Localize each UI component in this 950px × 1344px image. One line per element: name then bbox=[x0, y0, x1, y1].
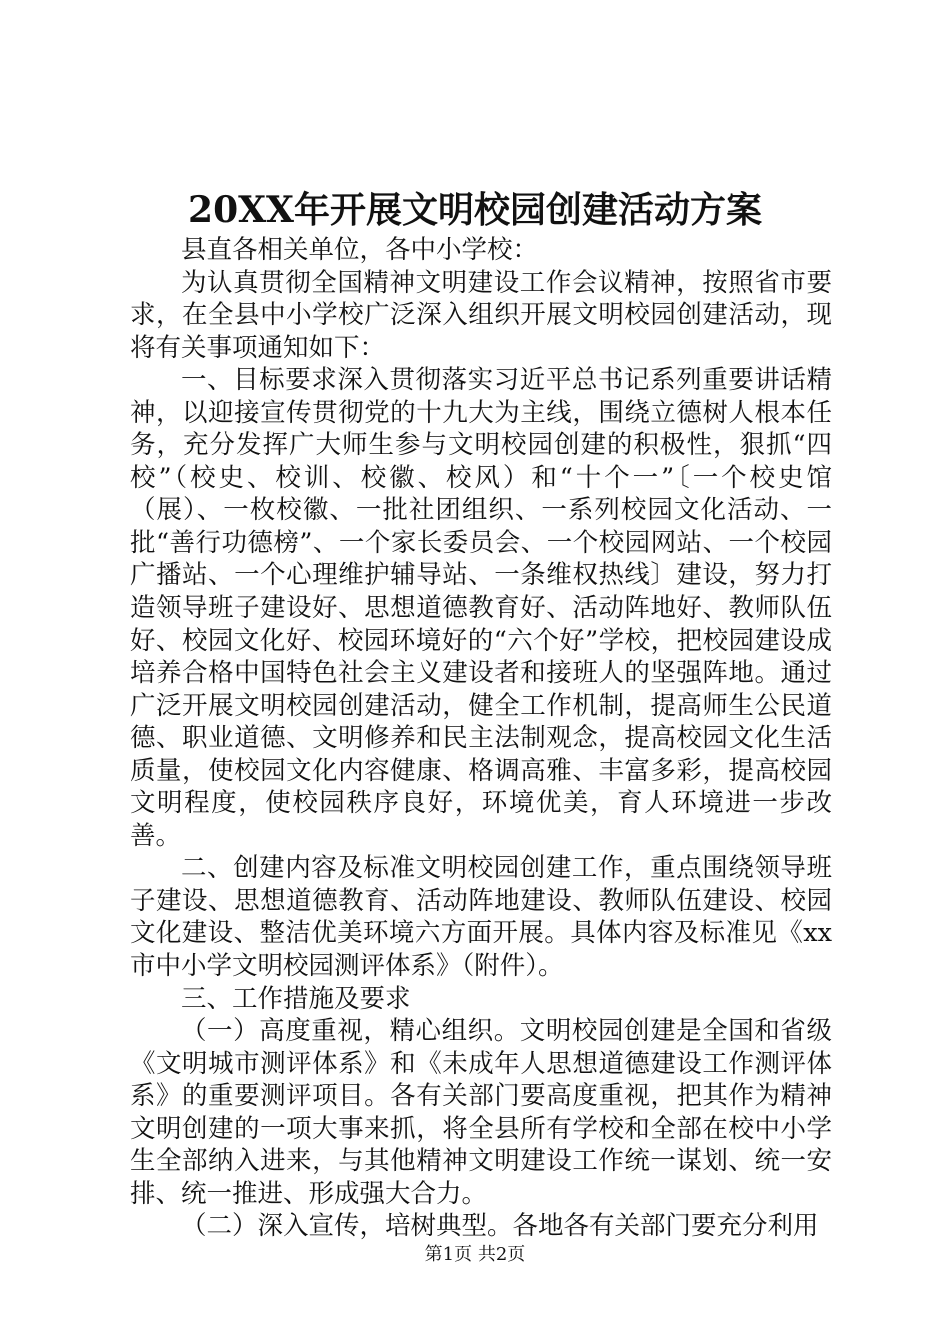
section-2-paragraph: 二、创建内容及标准文明校园创建工作，重点围绕领导班子建设、思想道德教育、活动阵地建设、教师队伍建设、校园文化建设、整洁优美环境六方面开展。具体内容及标准见《xx市中小学文明校园测评体系》（附件）。 bbox=[130, 853, 832, 982]
page-footer: 第1页 共2页 bbox=[424, 1244, 526, 1265]
document-body bbox=[130, 234, 832, 1243]
section-3-heading: 三、工作措施及要求 bbox=[181, 983, 411, 1014]
measure-2-paragraph: （二）深入宣传，培树典型。各地各有关部门要充分利用 bbox=[181, 1211, 819, 1242]
measure-1-paragraph: （一）高度重视，精心组织。文明校园创建是全国和省级《文明城市测评体系》和《未成年人思想道德建设工作测评体系》的重要测评项目。各有关部门要高度重视，把其作为精神文明创建的一项大事来抓，将全县所有学校和全部在校中小学生全部纳入进来，与其他精神文明建设工作统一谋划、统一安排、统一推进、形成强大合力。 bbox=[130, 1016, 832, 1209]
section-1-paragraph: 一、目标要求深入贯彻落实习近平总书记系列重要讲话精神，以迎接宣传贯彻党的十九大为主线，围绕立德树人根本任务，充分发挥广大师生参与文明校园创建的积极性，狠抓“四校”（校史、校训、校徽、校风）和“十个一”〔一个校史馆（展）、一枚校徽、一批社团组织、一系列校园文化活动、一批“善行功德榜”、一个家长委员会、一个校园网站、一个校园广播站、一个心理维护辅导站、一条维权热线〕建设，努力打造领导班子建设好、思想道德教育好、活动阵地好、教师队伍好、校园文化好、校园环境好的“六个好”学校，把校园建设成培养合格中国特色社会主义建设者和接班人的坚强阵地。通过广泛开展文明校园创建活动，健全工作机制，提高师生公民道德、职业道德、文明修养和民主法制观念，提高校园文化生活质量，使校园文化内容健康、格调高雅、丰富多彩，提高校园文明程度，使校园秩序良好，环境优美，育人环境进一步改善。 bbox=[130, 365, 832, 851]
salutation-paragraph: 县直各相关单位，各中小学校： bbox=[181, 235, 539, 265]
intro-paragraph: 为认真贯彻全国精神文明建设工作会议精神，按照省市要求，在全县中小学校广泛深入组织开展文明校园创建活动，现将有关事项通知如下： bbox=[130, 267, 832, 363]
document-title: 20XX年开展文明校园创建活动方案 bbox=[188, 189, 762, 231]
